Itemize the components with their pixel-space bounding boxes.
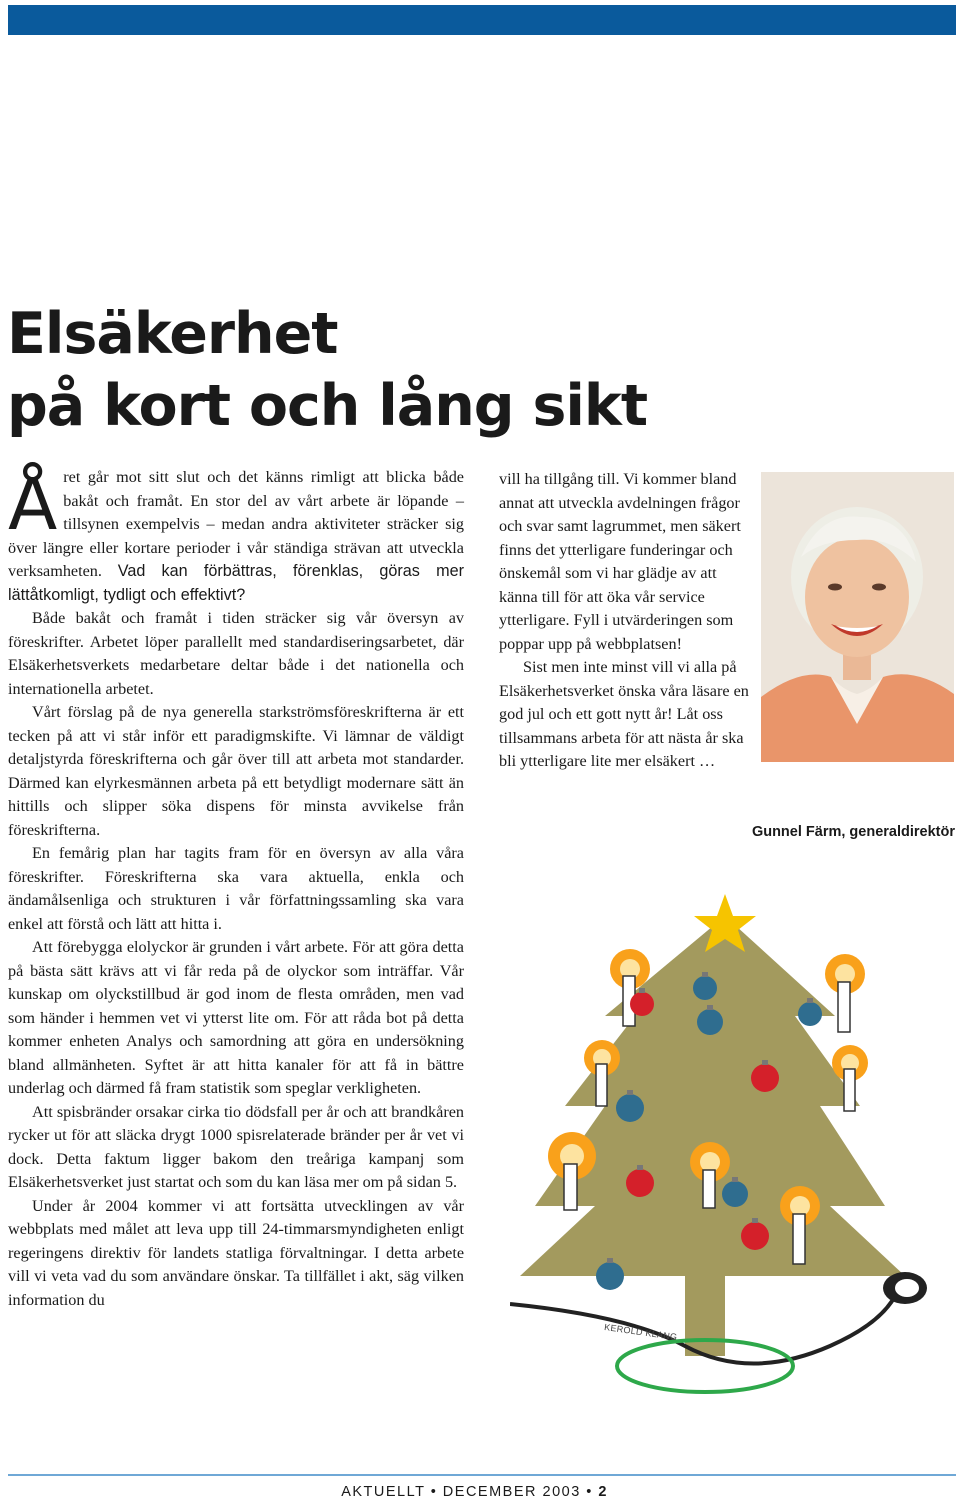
paragraph-continued: vill ha tillgång till. Vi kommer bland annat att utveckla avdelningen frågor och svar samt lagrummet, men säkert finns det ytterligare funderingar och önskemål som vi har glädje av att känna till för att öka vår service ytterligare. Fyll i utvärderingen som poppar upp på webbplatsen!: [499, 470, 741, 653]
paragraph-intro: [8, 462, 464, 607]
portrait-photo: [761, 472, 954, 762]
intro-question: Vad kan förbättras, förenklas, göras mer lättåtkomligt, tydligt och effektivt?: [8, 562, 464, 604]
page-footer: [341, 1484, 608, 1500]
intro-text: ret går mot sitt slut och det känns rimligt att blicka både bakåt och framåt. En stor del av vårt arbete är löpande – tillsynen exempelvis – medan andra aktiviteter sträcker sig över längre eller kortare perioder i vår ständiga strävan att utveckla verksamheten.: [8, 468, 464, 580]
paragraph: Vårt förslag på de nya generella starkströmsföreskrifterna är ett tecken på att vi står inför ett paradigmskifte. Vi lämnar de väldigt detaljstyrda föreskrifterna och går över till att arbeta mot standarder. Därmed kan elyrkesmännen arbeta på ett betydligt modernare sätt än hittills och slipper söka dispens för minsta avvikelse från föreskrifterna.: [8, 703, 464, 839]
article-column-right: [499, 468, 954, 774]
footer-rule: [8, 1474, 956, 1476]
paragraph-closing: Sist men inte minst vill vi alla på Elsäkerhetsverket önska våra läsare en god jul och ett gott nytt år! Låt oss tillsammans arbeta för att nästa år ska bli ytterligare lite mer elsäkert …: [499, 658, 749, 770]
title-line-2: på kort och lång sikt: [7, 373, 648, 439]
page-number: 2: [598, 1484, 608, 1500]
illustration-credit: KEROLD KLANG: [603, 1322, 678, 1343]
ornament-red-icon: [697, 1008, 723, 1034]
title-line-1: Elsäkerhet: [7, 301, 338, 367]
plug-icon: [883, 1272, 927, 1304]
drop-cap: Å: [8, 462, 58, 546]
paragraph: Att spisbränder orsakar cirka tio dödsfall per år och att brandkåren rycker ut för att släcka drygt 1000 spisrelaterade bränder per år vet vi dock. Detta faktum ligger bakom den treåriga kampanj som Elsäkerhetsverket just startat och som du kan läsa mer om på sidan 5.: [8, 1102, 464, 1191]
footer-text: AKTUELLT • DECEMBER 2003 •: [341, 1484, 593, 1500]
paragraph: En femårig plan har tagits fram för en översyn av alla våra föreskrifter. Föreskrifterna ska vara aktuella, enkla och ändamålsenliga och strukturen i vår författningssamling ska vara enkel att förstå och lätt att hitta i.: [8, 844, 464, 933]
candle-icon: [825, 954, 865, 1032]
christmas-tree-illustration: [510, 876, 960, 1396]
paragraph: Både bakåt och framåt i tiden sträcker sig vår översyn av föreskrifter. Arbetet löper parallellt med standardiseringsarbetet, där Elsäkerhetsverkets medarbetare deltar både i det nationella och internationella arbetet.: [8, 609, 464, 698]
signature: Gunnel Färm, generaldirektör: [751, 824, 955, 840]
article-column-left: [8, 462, 464, 1312]
portrait-illustration: [761, 472, 954, 762]
page-title: [7, 298, 647, 442]
paragraph: Att förebygga elolyckor är grunden i vårt arbete. För att göra detta på bästa sätt krävs att vi får reda på de olyckor som inträffar. Vår kunskap om olyckstillbud är god inom de flesta områden, men vad som händer i hemmen vet vi ytterst lite om. För att råda bot på detta kommer enheten Analys och samordning att göra en undersökning bland allmänheten. Syftet är att hitta kanaler för att få in bättre underlag och därmed få fram statistik som speglar verkligheten.: [8, 938, 464, 1097]
top-color-bar: [8, 5, 956, 35]
paragraph: Under år 2004 kommer vi att fortsätta utvecklingen av vår webbplats med målet att leva upp till 24-timmarsmyndigheten enligt regeringens direktiv för landets statliga förvaltningar. I detta arbete vill vi veta vad du som användare önskar. Ta tillfället i akt, säg vilken information du: [8, 1196, 464, 1309]
